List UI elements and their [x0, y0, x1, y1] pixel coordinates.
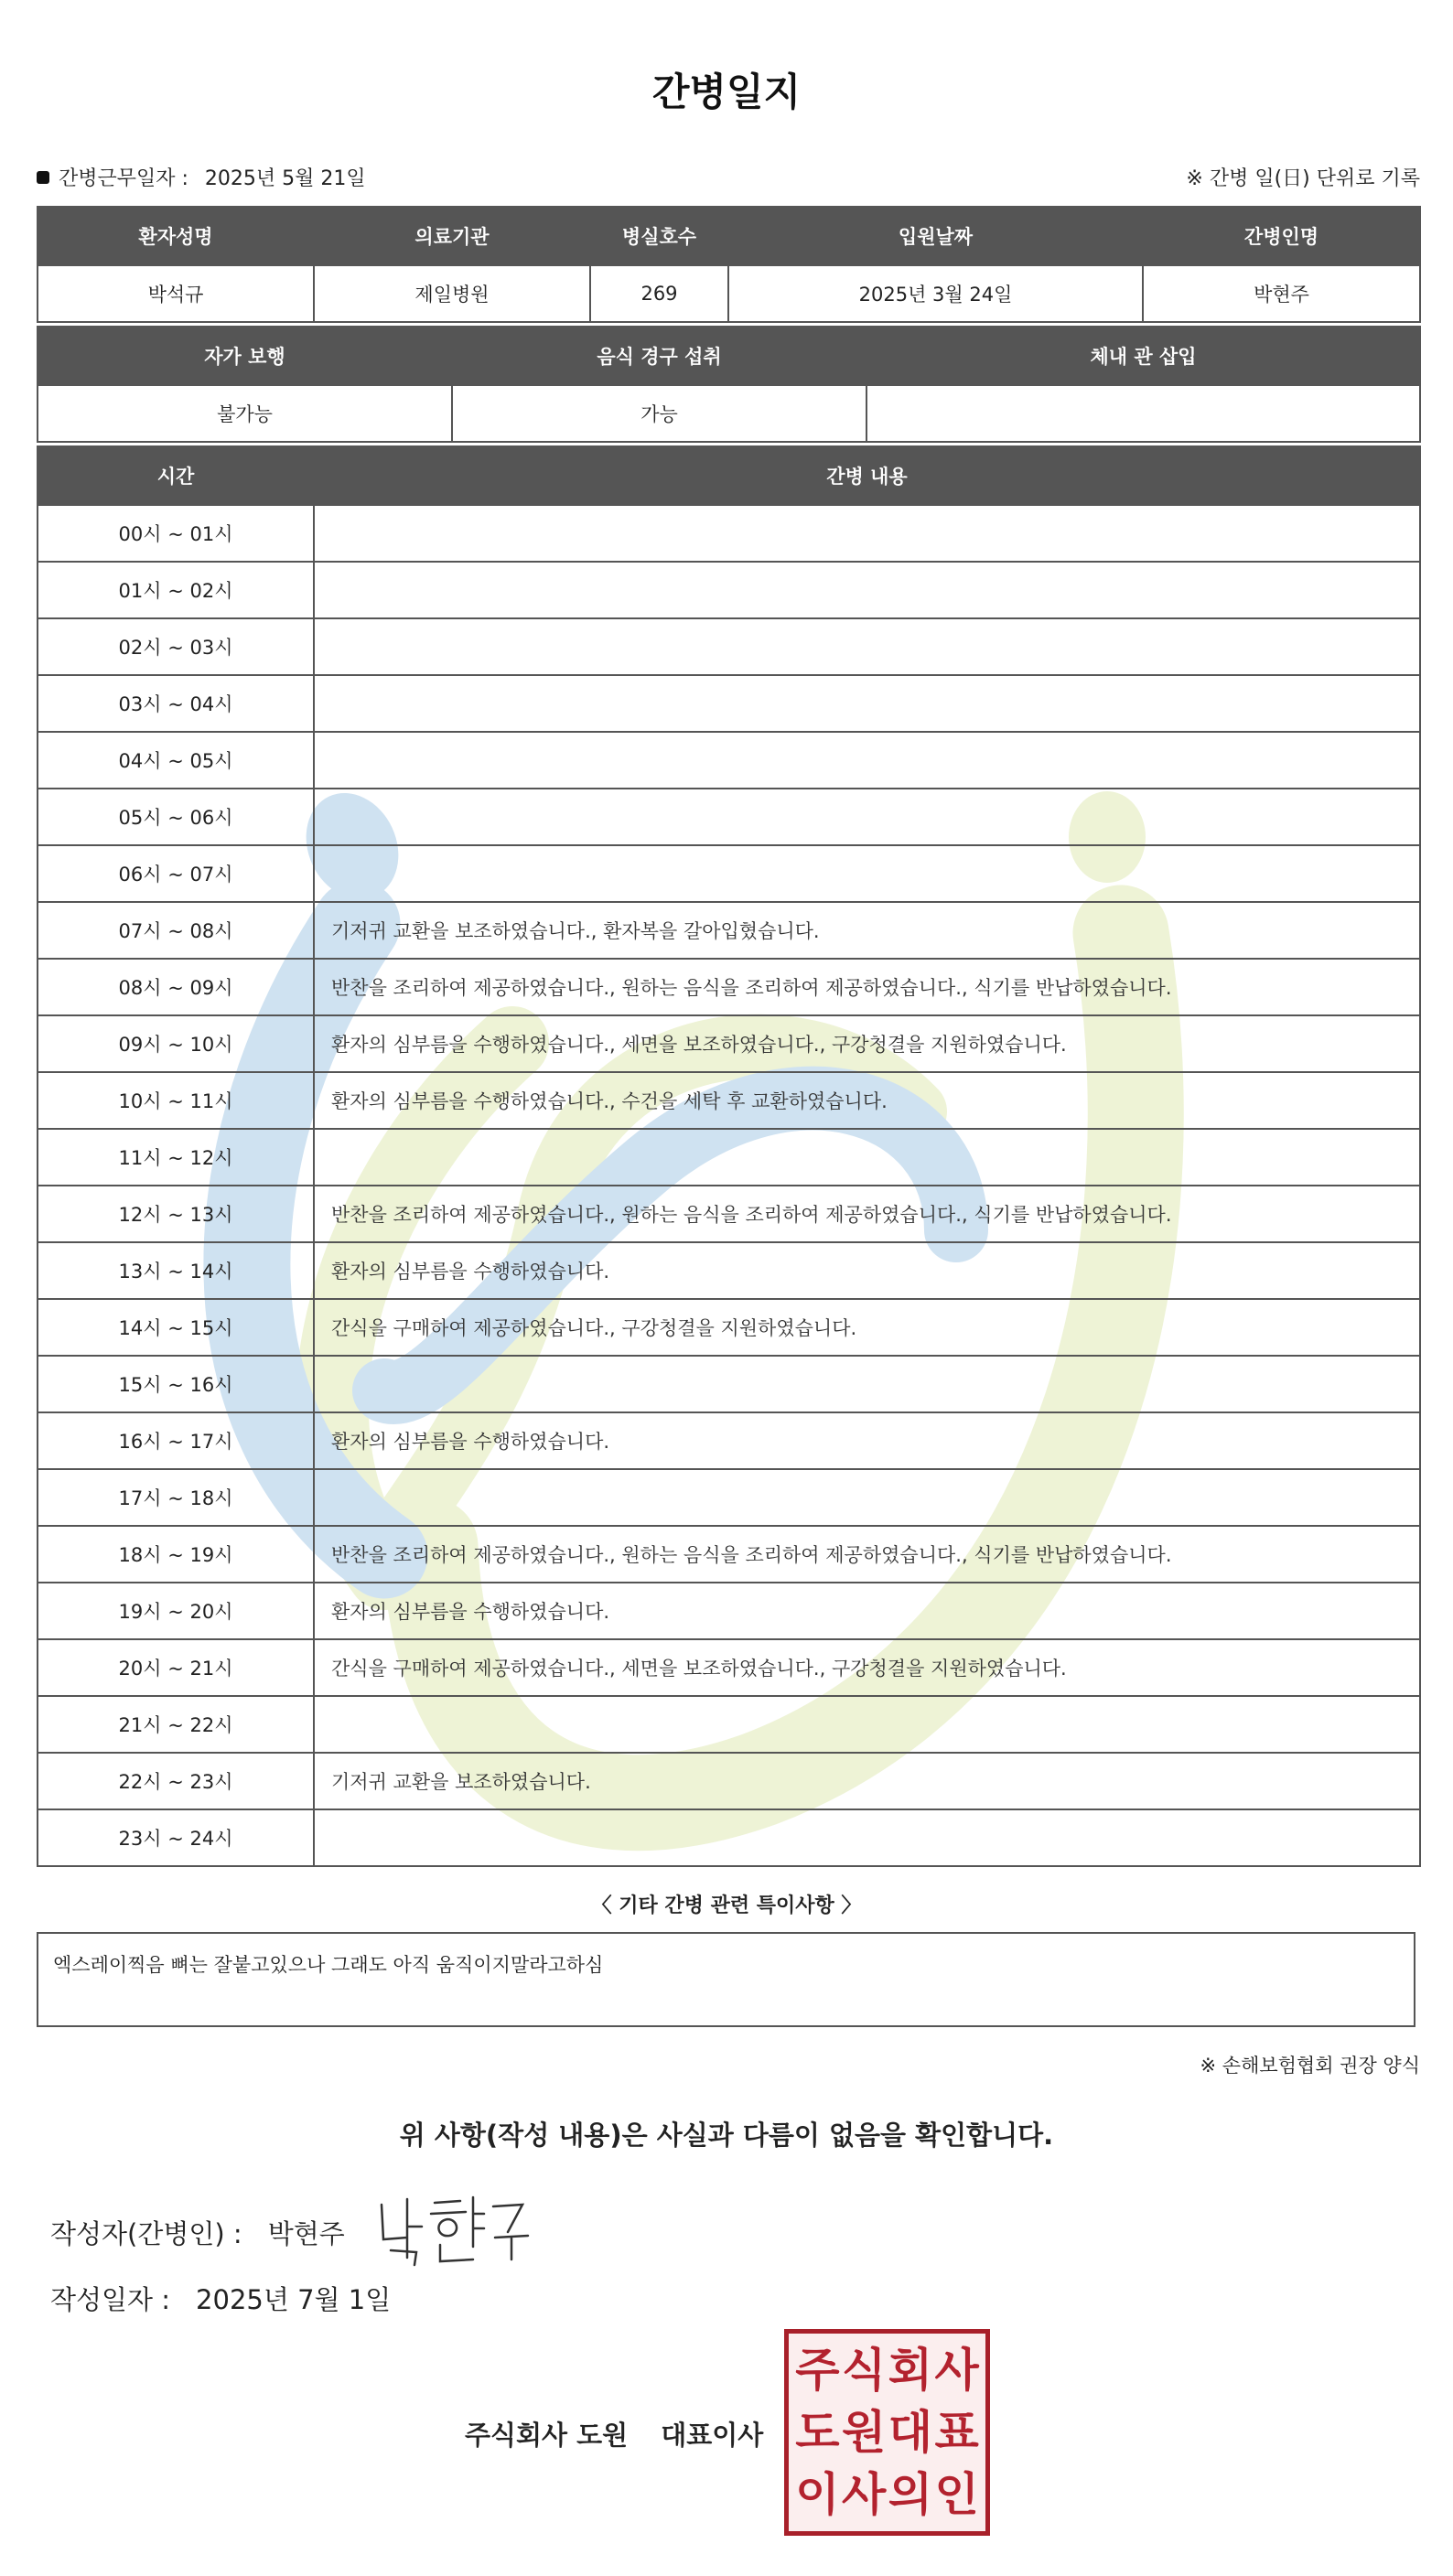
care-content: 환자의 심부름을 수행하였습니다. — [314, 1583, 1420, 1639]
time-slot: 11시 ~ 12시 — [38, 1129, 314, 1186]
time-slot: 01시 ~ 02시 — [38, 562, 314, 618]
stamp-character: 표 — [934, 2406, 979, 2459]
special-notes-title: 〈 기타 간병 관련 특이사항 〉 — [591, 1894, 862, 1917]
stamp-character: 의 — [888, 2468, 933, 2521]
header-walking: 자가 보행 — [38, 327, 452, 385]
care-content: 환자의 심부름을 수행하였습니다. — [314, 1242, 1420, 1299]
care-content: 환자의 심부름을 수행하였습니다. — [314, 1412, 1420, 1469]
time-slot: 08시 ~ 09시 — [38, 959, 314, 1015]
time-slot: 14시 ~ 15시 — [38, 1299, 314, 1356]
company-line — [465, 2415, 763, 2453]
author-line — [50, 2214, 345, 2251]
time-slot: 04시 ~ 05시 — [38, 732, 314, 789]
table-row — [38, 1129, 1420, 1186]
time-slot: 12시 ~ 13시 — [38, 1186, 314, 1242]
stamp-character: 인 — [934, 2468, 979, 2521]
time-slot: 07시 ~ 08시 — [38, 902, 314, 959]
admission-date: 2025년 3월 24일 — [728, 265, 1143, 322]
stamp-character: 대 — [888, 2406, 933, 2459]
patient-name: 박석규 — [38, 265, 314, 322]
table-row — [38, 845, 1420, 902]
table-row — [38, 1242, 1420, 1299]
table-row — [38, 902, 1420, 959]
signature-image — [371, 2186, 535, 2269]
care-content: 반찬을 조리하여 제공하였습니다., 원하는 음식을 조리하여 제공하였습니다., 식기를 반납하였습니다. — [314, 1186, 1420, 1242]
stamp-character: 식 — [841, 2344, 887, 2397]
stamp-character: 도 — [795, 2406, 840, 2459]
written-date-label: 작성일자 : — [50, 2284, 171, 2315]
care-content: 환자의 심부름을 수행하였습니다., 수건을 세탁 후 교환하였습니다. — [314, 1072, 1420, 1129]
care-content — [314, 618, 1420, 675]
header-patient-name: 환자성명 — [38, 207, 314, 265]
care-content: 반찬을 조리하여 제공하였습니다., 원하는 음식을 조리하여 제공하였습니다., 식기를 반납하였습니다. — [314, 959, 1420, 1015]
care-content — [314, 732, 1420, 789]
table-row — [38, 789, 1420, 845]
table-row — [38, 1469, 1420, 1526]
written-date-value: 2025년 7월 1일 — [196, 2284, 392, 2315]
table-row — [38, 1639, 1420, 1696]
work-date — [37, 163, 366, 191]
document-title: 간병일지 — [651, 70, 802, 114]
stamp-character: 사 — [841, 2468, 887, 2521]
table-row — [38, 1583, 1420, 1639]
time-slot: 09시 ~ 10시 — [38, 1015, 314, 1072]
confirmation-statement: 위 사항(작성 내용)은 사실과 다름이 없음을 확인합니다. — [399, 2120, 1054, 2151]
table-row — [38, 959, 1420, 1015]
walking-value: 불가능 — [38, 385, 452, 442]
table-row — [38, 1072, 1420, 1129]
form-note: ※ 손해보험협회 권장 양식 — [1200, 2055, 1420, 2077]
table-row — [38, 1356, 1420, 1412]
table-row — [38, 562, 1420, 618]
stamp-character: 원 — [841, 2406, 887, 2459]
time-slot: 03시 ~ 04시 — [38, 675, 314, 732]
care-content — [314, 675, 1420, 732]
time-slot: 23시 ~ 24시 — [38, 1809, 314, 1866]
care-content — [314, 562, 1420, 618]
written-date-line — [50, 2280, 391, 2317]
patient-table — [37, 206, 1421, 323]
care-content: 간식을 구매하여 제공하였습니다., 세면을 보조하였습니다., 구강청결을 지원하였습니다. — [314, 1639, 1420, 1696]
care-content — [314, 1696, 1420, 1753]
time-slot: 00시 ~ 01시 — [38, 505, 314, 562]
patient-table-row — [38, 265, 1420, 322]
special-notes-text: 엑스레이찍음 뼈는 잘붙고있으나 그래도 아직 움직이지말라고하심 — [53, 1954, 604, 1976]
table-row — [38, 675, 1420, 732]
header-care-content: 간병 내용 — [314, 446, 1420, 505]
time-slot: 06시 ~ 07시 — [38, 845, 314, 902]
work-date-value: 2025년 5월 21일 — [204, 167, 366, 190]
room-number: 269 — [590, 265, 728, 322]
header-hospital: 의료기관 — [314, 207, 590, 265]
unit-note: ※ 간병 일(日) 단위로 기록 — [1186, 167, 1420, 190]
stamp-character: 회 — [888, 2344, 933, 2397]
care-content: 간식을 구매하여 제공하였습니다., 구강청결을 지원하였습니다. — [314, 1299, 1420, 1356]
condition-table — [37, 326, 1421, 443]
care-content — [314, 1129, 1420, 1186]
time-slot: 22시 ~ 23시 — [38, 1753, 314, 1809]
time-slot: 17시 ~ 18시 — [38, 1469, 314, 1526]
table-row — [38, 1696, 1420, 1753]
care-content — [314, 505, 1420, 562]
care-content: 환자의 심부름을 수행하였습니다., 세면을 보조하였습니다., 구강청결을 지원하였습니다. — [314, 1015, 1420, 1072]
table-row — [38, 505, 1420, 562]
care-content: 기저귀 교환을 보조하였습니다. — [314, 1753, 1420, 1809]
table-row — [38, 1015, 1420, 1072]
bullet-square-icon — [37, 171, 49, 184]
care-content — [314, 789, 1420, 845]
care-content — [314, 845, 1420, 902]
header-caregiver: 간병인명 — [1143, 207, 1420, 265]
time-slot: 13시 ~ 14시 — [38, 1242, 314, 1299]
time-slot: 05시 ~ 06시 — [38, 789, 314, 845]
care-content — [314, 1356, 1420, 1412]
time-slot: 18시 ~ 19시 — [38, 1526, 314, 1583]
care-content — [314, 1469, 1420, 1526]
work-date-label: 간병근무일자 : — [59, 167, 188, 190]
log-table-header — [38, 446, 1420, 505]
care-content: 기저귀 교환을 보조하였습니다., 환자복을 갈아입혔습니다. — [314, 902, 1420, 959]
company-name: 주식회사 도원 — [465, 2420, 629, 2451]
hospital-name: 제일병원 — [314, 265, 590, 322]
header-tube: 체내 관 삽입 — [866, 327, 1420, 385]
table-row — [38, 1753, 1420, 1809]
condition-table-header — [38, 327, 1420, 385]
patient-table-header — [38, 207, 1420, 265]
header-admission-date: 입원날짜 — [728, 207, 1143, 265]
stamp-character: 이 — [795, 2468, 840, 2521]
time-slot: 02시 ~ 03시 — [38, 618, 314, 675]
condition-table-row — [38, 385, 1420, 442]
table-row — [38, 1186, 1420, 1242]
header-time: 시간 — [38, 446, 314, 505]
company-title: 대표이사 — [661, 2420, 764, 2451]
author-label: 작성자(간병인) : — [50, 2218, 242, 2249]
care-content: 반찬을 조리하여 제공하였습니다., 원하는 음식을 조리하여 제공하였습니다., 식기를 반납하였습니다. — [314, 1526, 1420, 1583]
care-log-table — [37, 445, 1421, 1867]
stamp-character: 사 — [934, 2344, 979, 2397]
table-row — [38, 1412, 1420, 1469]
special-notes-box — [37, 1932, 1415, 2027]
company-seal-stamp — [784, 2329, 990, 2536]
table-row — [38, 732, 1420, 789]
time-slot: 15시 ~ 16시 — [38, 1356, 314, 1412]
header-room: 병실호수 — [590, 207, 728, 265]
tube-value — [866, 385, 1420, 442]
care-content — [314, 1809, 1420, 1866]
table-row — [38, 1299, 1420, 1356]
time-slot: 10시 ~ 11시 — [38, 1072, 314, 1129]
oral-intake-value: 가능 — [452, 385, 866, 442]
table-row — [38, 1809, 1420, 1866]
caregiver-name: 박현주 — [1143, 265, 1420, 322]
stamp-character: 주 — [795, 2344, 840, 2397]
time-slot: 19시 ~ 20시 — [38, 1583, 314, 1639]
header-oral-intake: 음식 경구 섭취 — [452, 327, 866, 385]
time-slot: 20시 ~ 21시 — [38, 1639, 314, 1696]
table-row — [38, 1526, 1420, 1583]
time-slot: 16시 ~ 17시 — [38, 1412, 314, 1469]
table-row — [38, 618, 1420, 675]
time-slot: 21시 ~ 22시 — [38, 1696, 314, 1753]
author-name: 박현주 — [267, 2218, 345, 2249]
